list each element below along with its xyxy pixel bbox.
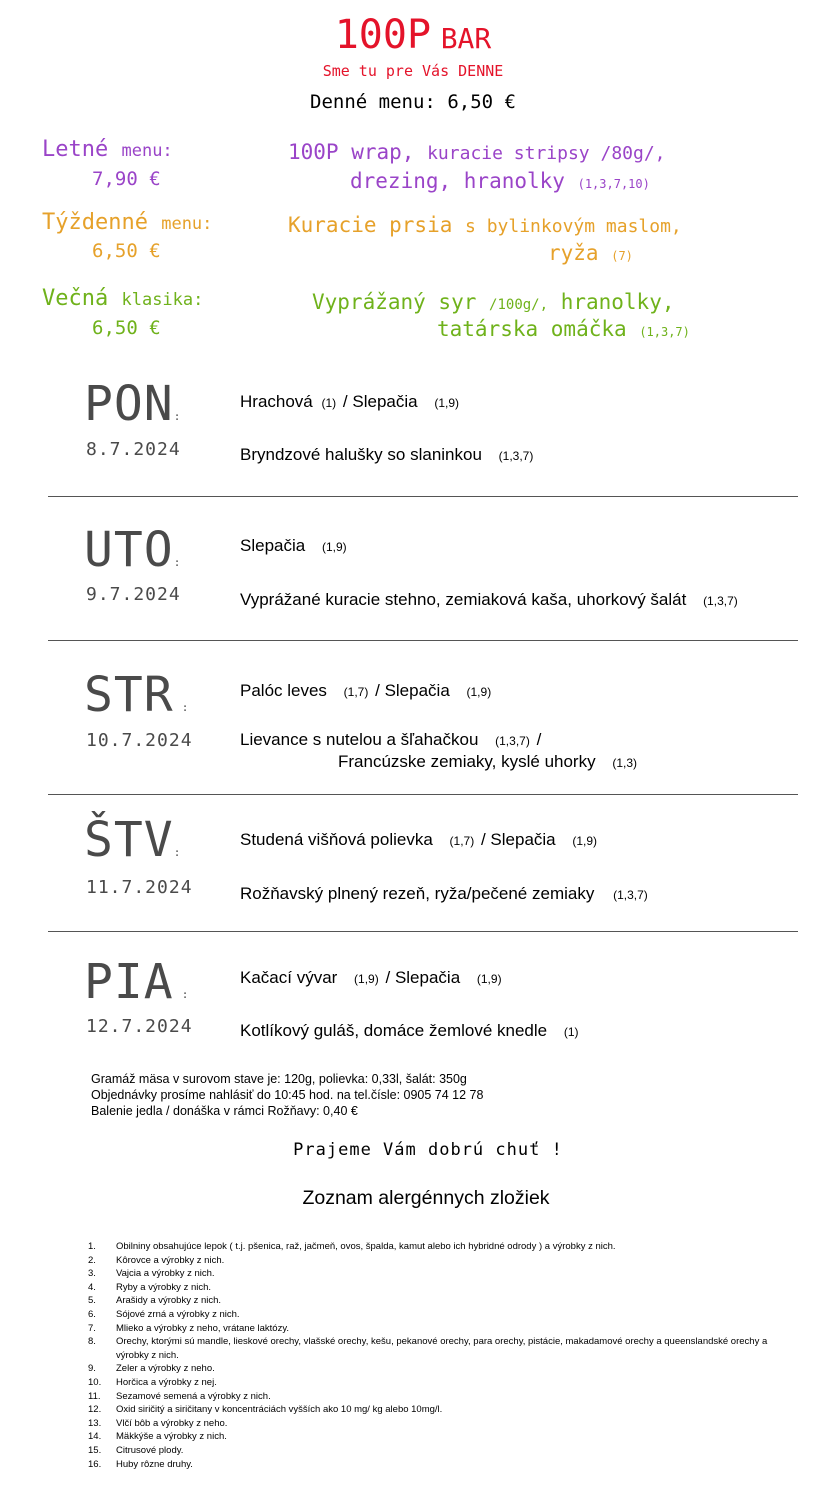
classic-menu-allergens: (1,3,7) xyxy=(639,325,690,339)
day-divider xyxy=(48,794,798,795)
allergen-text: Orechy, ktorými sú mandle, lieskové orechy, vlašské orechy, kešu, pekanové orechy, para orechy, pistácie, makadamové orechy a queenslandské orechy a výrobky z nich. xyxy=(116,1336,768,1361)
dish-name: Rožňavský plnený rezeň, ryža/pečené zemiaky xyxy=(240,884,595,903)
day-colon: : xyxy=(181,988,189,1001)
day-divider xyxy=(48,931,798,932)
allergen-item xyxy=(88,1335,788,1362)
summer-menu-dish-line2-text: drezing, hranolky xyxy=(350,169,565,193)
allergen-item xyxy=(88,1254,788,1268)
day-date: 12.7.2024 xyxy=(86,1016,193,1037)
classic-menu-label-main: Večná xyxy=(42,286,109,311)
allergen-text: Oxid siričitý a siričitany v koncentráciách vyšších ako 10 mg/ kg alebo 10mg/l. xyxy=(116,1404,443,1416)
weekly-menu-dish-detail: s bylinkovým maslom, xyxy=(465,216,682,237)
day-date: 9.7.2024 xyxy=(86,584,181,605)
dish-allergens: (1,9) xyxy=(354,972,379,986)
allergen-item xyxy=(88,1294,788,1308)
summer-menu-price: 7,90 € xyxy=(92,168,161,190)
dish-allergens: (1,3) xyxy=(612,756,638,770)
main-dish-line xyxy=(240,445,535,465)
weekly-menu-allergens: (7) xyxy=(611,249,633,263)
restaurant-name-main: 100P xyxy=(334,12,432,58)
classic-menu-label xyxy=(42,286,203,311)
soup-line xyxy=(240,392,461,412)
weekly-menu-dish-line1 xyxy=(288,213,682,237)
allergen-number: 7. xyxy=(88,1322,96,1334)
main-dish-line xyxy=(240,884,650,904)
day-name: ŠTV xyxy=(84,812,174,868)
bon-appetit-text: Prajeme Vám dobrú chuť ! xyxy=(293,1140,563,1160)
allergen-text: Horčica a výrobky z nej. xyxy=(116,1376,217,1388)
day-divider xyxy=(48,496,798,497)
day-name: PON xyxy=(84,376,174,432)
allergen-text: Citrusové plody. xyxy=(116,1444,184,1456)
dish-allergens: (1,7) xyxy=(343,685,369,699)
summer-menu-allergens: (1,3,7,10) xyxy=(577,177,650,191)
dish-name: Bryndzové halušky so slaninkou xyxy=(240,445,482,464)
day-colon: : xyxy=(173,410,181,423)
allergen-item xyxy=(88,1444,788,1458)
dish-name: Slepačia xyxy=(394,968,461,987)
dish-allergens: (1) xyxy=(563,1025,579,1039)
allergen-item xyxy=(88,1267,788,1281)
main-dish-line xyxy=(240,590,740,610)
allergen-number: 15. xyxy=(88,1444,102,1456)
allergen-item xyxy=(88,1281,788,1295)
day-date: 10.7.2024 xyxy=(86,730,193,751)
weekly-menu-label-suffix: menu: xyxy=(161,214,213,234)
summer-menu-dish-line2 xyxy=(350,169,650,193)
classic-menu-dish-weight: /100g/, xyxy=(489,297,549,313)
classic-menu-dish-line2 xyxy=(437,317,690,341)
dish-name: Slepačia xyxy=(352,392,418,411)
dish-name: Kačací vývar xyxy=(240,968,338,987)
dish-name: Slepačia xyxy=(384,681,450,700)
summer-menu-dish-main: 100P wrap, xyxy=(288,140,415,164)
tagline: Sme tu pre Vás DENNE xyxy=(322,62,504,80)
allergen-number: 16. xyxy=(88,1458,102,1470)
allergen-item xyxy=(88,1430,788,1444)
weekly-menu-label xyxy=(42,210,212,235)
allergen-item xyxy=(88,1417,788,1431)
allergen-number: 4. xyxy=(88,1281,96,1293)
info-portion-sizes: Gramáž mäsa v surovom stave je: 120g, polievka: 0,33l, šalát: 350g xyxy=(91,1072,467,1086)
allergen-item xyxy=(88,1362,788,1376)
allergen-item xyxy=(88,1390,788,1404)
summer-menu-dish-detail: kuracie stripsy /80g/, xyxy=(427,143,666,164)
main-dish-line-alt xyxy=(338,752,639,772)
info-block xyxy=(91,1071,483,1119)
dish-separator: / xyxy=(375,681,380,700)
main-dish-line xyxy=(240,1021,581,1041)
dish-allergens: (1,9) xyxy=(572,834,598,848)
classic-menu-dish-main: Vyprážaný syr xyxy=(312,290,477,314)
dish-name: Kotlíkový guláš, domáce žemlové knedle xyxy=(240,1021,548,1040)
restaurant-name-suffix: BAR xyxy=(440,22,492,55)
classic-menu-dish-line1 xyxy=(312,290,675,314)
dish-name: Hrachová xyxy=(240,392,313,411)
restaurant-name xyxy=(0,12,826,58)
allergen-number: 6. xyxy=(88,1308,96,1320)
allergen-number: 12. xyxy=(88,1404,102,1416)
weekly-menu-dish-main: Kuracie prsia xyxy=(288,213,453,237)
soup-line xyxy=(240,968,504,988)
summer-menu-label-suffix: menu: xyxy=(121,141,173,161)
dish-name: Slepačia xyxy=(490,830,556,849)
info-order-contact: Objednávky prosíme nahlásiť do 10:45 hod. na tel.čísle: 0905 74 12 78 xyxy=(91,1088,484,1102)
allergen-text: Arašidy a výrobky z nich. xyxy=(116,1295,222,1307)
dish-name: Studená višňová polievka xyxy=(240,830,433,849)
weekly-menu-price: 6,50 € xyxy=(92,240,161,262)
allergen-number: 9. xyxy=(88,1363,96,1375)
allergen-number: 10. xyxy=(88,1376,102,1388)
day-wednesday xyxy=(84,667,188,723)
allergen-number: 8. xyxy=(88,1336,96,1348)
dish-allergens: (1,9) xyxy=(321,540,347,554)
allergen-number: 11. xyxy=(88,1390,101,1402)
dish-name: Palóc leves xyxy=(240,681,327,700)
classic-menu-dish-line2-text: tatárska omáčka xyxy=(437,317,627,341)
summer-menu-label xyxy=(42,137,173,162)
allergen-text: Vlčí bôb a výrobky z neho. xyxy=(116,1417,228,1429)
allergen-text: Mlieko a výrobky z neho, vrátane laktózy. xyxy=(116,1322,290,1334)
allergen-text: Huby rôzne druhy. xyxy=(116,1458,193,1470)
dish-allergens: (1,9) xyxy=(466,685,492,699)
allergen-text: Zeler a výrobky z neho. xyxy=(116,1363,215,1375)
day-colon: : xyxy=(173,556,181,569)
weekly-menu-dish-line2 xyxy=(548,241,633,265)
info-packaging-fee: Balenie jedla / donáška v rámci Rožňavy: 0,40 € xyxy=(91,1104,358,1118)
dish-allergens: (1,7) xyxy=(449,834,475,848)
dish-allergens: (1) xyxy=(321,396,337,410)
day-divider xyxy=(48,640,798,641)
dish-separator: / xyxy=(342,392,348,411)
allergen-item xyxy=(88,1458,788,1472)
day-tuesday xyxy=(84,522,180,578)
dish-allergens: (1,9) xyxy=(476,972,502,986)
allergen-text: Mäkkýše a výrobky z nich. xyxy=(116,1431,227,1443)
day-friday xyxy=(84,954,188,1010)
classic-menu-price: 6,50 € xyxy=(92,317,161,339)
allergen-number: 13. xyxy=(88,1417,102,1429)
dish-separator: / xyxy=(536,730,542,749)
soup-line xyxy=(240,536,349,556)
day-name: PIA xyxy=(84,954,174,1010)
allergen-list xyxy=(88,1240,788,1471)
dish-allergens: (1,9) xyxy=(434,396,460,410)
dish-allergens: (1,3,7) xyxy=(703,594,738,608)
allergen-number: 3. xyxy=(88,1268,96,1280)
weekly-menu-label-main: Týždenné xyxy=(42,210,148,235)
allergen-item xyxy=(88,1308,788,1322)
day-date: 8.7.2024 xyxy=(86,439,181,460)
summer-menu-label-main: Letné xyxy=(42,137,109,162)
allergen-text: Obilniny obsahujúce lepok ( t.j. pšenica, raž, jačmeň, ovos, špalda, kamut alebo ich hybridné odrody ) a výrobky z nich. xyxy=(116,1241,616,1252)
allergen-number: 1. xyxy=(88,1241,96,1252)
day-thursday xyxy=(84,812,180,868)
allergen-item xyxy=(88,1376,788,1390)
dish-name: Slepačia xyxy=(240,536,306,555)
dish-separator: / xyxy=(480,830,486,849)
day-name: UTO xyxy=(84,522,174,578)
allergen-number: 5. xyxy=(88,1295,96,1307)
summer-menu-dish-line1 xyxy=(288,140,666,164)
allergen-item xyxy=(88,1322,788,1336)
soup-line xyxy=(240,830,599,850)
day-colon: : xyxy=(181,701,189,714)
soup-line xyxy=(240,681,493,701)
day-monday xyxy=(84,376,180,432)
allergen-text: Sójové zrná a výrobky z nich. xyxy=(116,1308,240,1320)
allergen-list-title: Zoznam alergénnych zložiek xyxy=(302,1187,550,1209)
allergen-text: Kôrovce a výrobky z nich. xyxy=(116,1254,225,1266)
daily-menu-price: Denné menu: 6,50 € xyxy=(310,91,516,113)
allergen-text: Vajcia a výrobky z nich. xyxy=(116,1268,215,1280)
day-colon: : xyxy=(173,846,181,859)
day-date: 11.7.2024 xyxy=(86,877,193,898)
allergen-text: Ryby a výrobky z nich. xyxy=(116,1281,212,1293)
allergen-item xyxy=(88,1240,788,1254)
classic-menu-dish-side: hranolky, xyxy=(560,290,675,314)
day-name: STR xyxy=(84,667,174,723)
dish-allergens: (1,3,7) xyxy=(498,449,534,463)
dish-name: Francúzske zemiaky, kyslé uhorky xyxy=(338,752,596,771)
classic-menu-label-suffix: klasika: xyxy=(121,290,204,310)
dish-allergens: (1,3,7) xyxy=(613,888,648,902)
allergen-text: Sezamové semená a výrobky z nich. xyxy=(116,1390,271,1402)
dish-separator: / xyxy=(385,968,391,987)
dish-allergens: (1,3,7) xyxy=(495,734,530,748)
dish-name: Vyprážané kuracie stehno, zemiaková kaša, uhorkový šalát xyxy=(240,590,687,609)
main-dish-line xyxy=(240,730,541,750)
weekly-menu-dish-line2-text: ryža xyxy=(548,241,599,265)
allergen-item xyxy=(88,1403,788,1417)
dish-name: Lievance s nutelou a šľahačkou xyxy=(240,730,479,749)
allergen-number: 14. xyxy=(88,1431,102,1443)
allergen-number: 2. xyxy=(88,1254,96,1266)
